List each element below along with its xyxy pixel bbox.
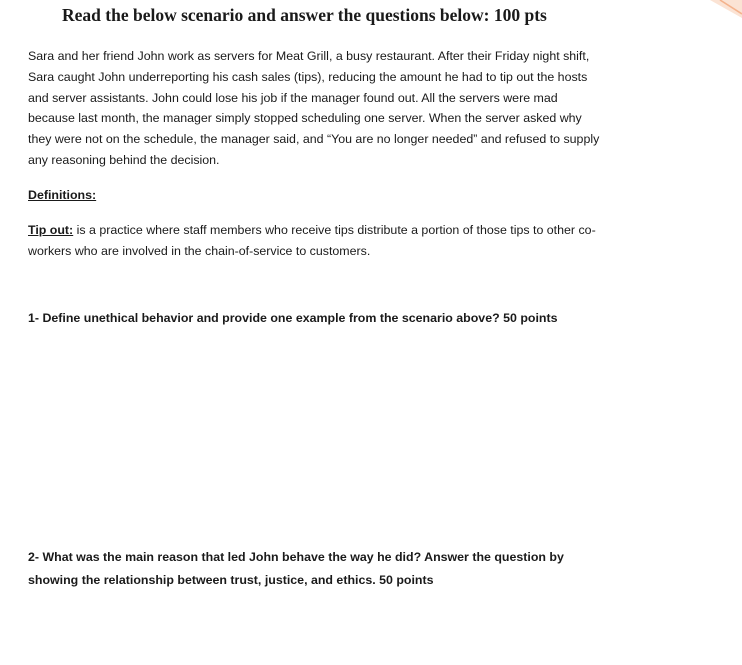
corner-decoration bbox=[682, 0, 742, 22]
question-line: showing the relationship between trust, justice, and ethics. 50 points bbox=[28, 573, 434, 587]
definition-tip-out bbox=[28, 220, 668, 262]
definition-line bbox=[28, 220, 668, 241]
definition-line: workers who are involved in the chain-of-service to customers. bbox=[28, 244, 371, 258]
scenario-line: they were not on the schedule, the manager said, and “You are no longer needed” and refused to supply bbox=[28, 132, 600, 147]
question-line: 2- What was the main reason that led John behave the way he did? Answer the question by bbox=[28, 550, 564, 564]
scenario-line: because last month, the manager simply stopped scheduling one server. When the server asked why bbox=[28, 111, 582, 126]
question-2 bbox=[28, 546, 564, 592]
scenario-line: Sara and her friend John work as servers for Meat Grill, a busy restaurant. After their Friday night shift, bbox=[28, 49, 590, 63]
scenario-line: any reasoning behind the decision. bbox=[28, 152, 220, 167]
definition-term: Tip out: bbox=[28, 223, 74, 237]
question-1 bbox=[28, 307, 558, 330]
definitions-heading: Definitions: bbox=[28, 188, 97, 202]
scenario-paragraph bbox=[28, 46, 668, 171]
definition-text: is a practice where staff members who receive tips distribute a portion of those tips to other co- bbox=[73, 223, 596, 237]
question-line: 1- Define unethical behavior and provide one example from the scenario above? 50 points bbox=[28, 311, 558, 325]
scenario-line: and server assistants. John could lose his job if the manager found out. All the servers were mad bbox=[28, 90, 558, 105]
scenario-line: Sara caught John underreporting his cash sales (tips), reducing the amount he had to tip out the hosts bbox=[28, 69, 588, 84]
page-title: Read the below scenario and answer the questions below: 100 pts bbox=[62, 5, 547, 25]
